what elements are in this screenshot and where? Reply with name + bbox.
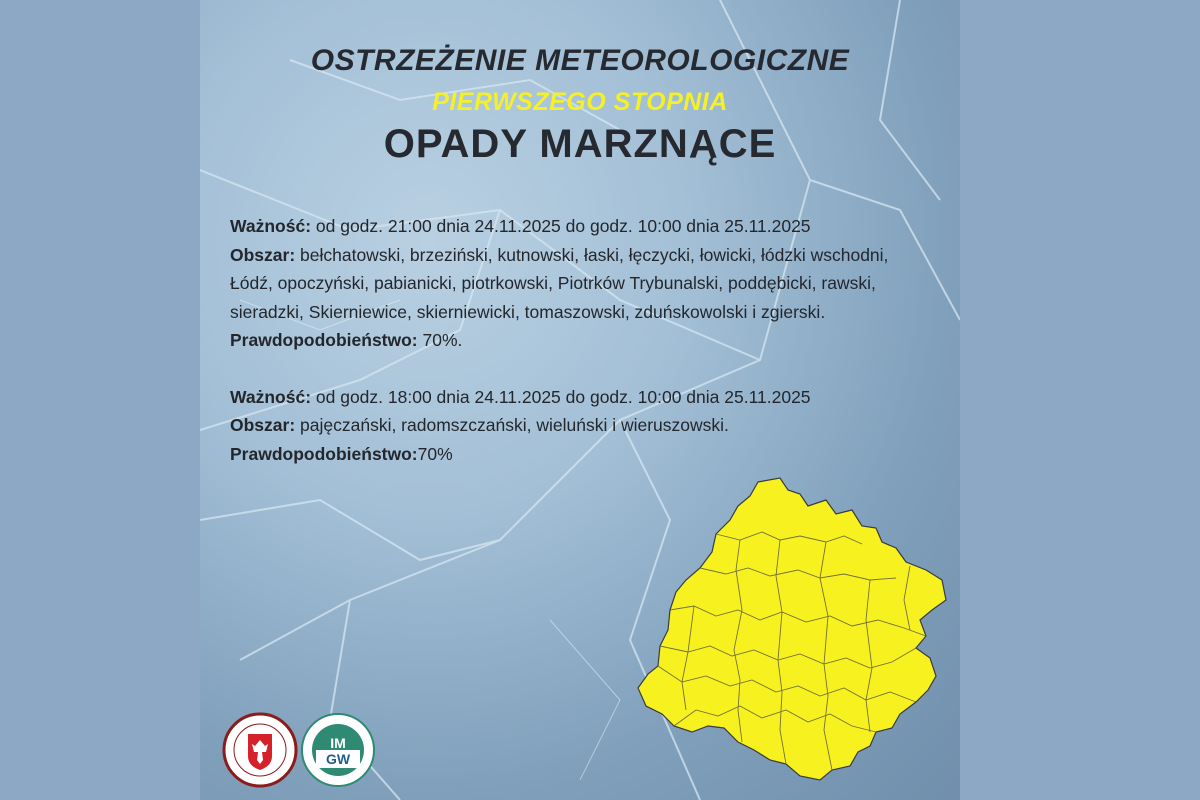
warning-title: OSTRZEŻENIE METEOROLOGICZNE bbox=[310, 44, 850, 77]
warning-block-1 bbox=[230, 212, 930, 355]
imgw-logo-text-top: IM bbox=[330, 735, 346, 751]
area-value: pajęczański, radomszczański, wieluński i wieruszowski. bbox=[295, 415, 729, 435]
validity-line bbox=[230, 383, 930, 412]
validity-label: Ważność: bbox=[230, 386, 312, 407]
probability-line bbox=[230, 440, 930, 469]
area-value: bełchatowski, brzeziński, kutnowski, łaski, łęczycki, łowicki, łódzki wschodni, Łódź, opoczyński, pabianicki, piotrkowski, Piotrków Trybunalski, poddębicki, rawski, sieradzki, Skierniewice, skierniewicki, tomaszowski, zduńskowolski i zgierski. bbox=[230, 244, 889, 322]
imgw-logo-text-bottom: GW bbox=[325, 751, 351, 767]
probability-value: 70%. bbox=[417, 330, 463, 350]
warning-area-shape bbox=[638, 478, 946, 780]
area-line bbox=[230, 411, 930, 440]
warning-degree: PIERWSZEGO STOPNIA bbox=[432, 88, 728, 116]
imgw-logo-graphic bbox=[300, 712, 376, 788]
warning-details bbox=[230, 212, 930, 468]
lodzkie-voivodeship-map bbox=[630, 470, 960, 790]
phenomenon-title: OPADY MARZNĄCE bbox=[383, 122, 777, 166]
area-line bbox=[230, 241, 930, 327]
validity-line bbox=[230, 212, 930, 241]
right-background-panel bbox=[960, 0, 1200, 800]
area-label: Obszar: bbox=[230, 244, 296, 265]
imgw-logo-icon bbox=[300, 712, 376, 788]
probability-line bbox=[230, 326, 930, 355]
probability-label: Prawdopodobieństwo: bbox=[230, 443, 418, 464]
warning-block-2 bbox=[230, 383, 930, 469]
area-label: Obszar: bbox=[230, 415, 296, 435]
left-background-panel bbox=[0, 0, 200, 800]
validity-value: od godz. 18:00 dnia 24.11.2025 do godz. 10:00 dnia 25.11.2025 bbox=[311, 386, 811, 407]
probability-label: Prawdopodobieństwo: bbox=[230, 330, 418, 350]
warning-card bbox=[200, 0, 960, 800]
probability-value: 70% bbox=[417, 443, 453, 464]
validity-value: od godz. 21:00 dnia 24.11.2025 do godz. 10:00 dnia 25.11.2025 bbox=[311, 216, 811, 236]
validity-label: Ważność: bbox=[230, 216, 312, 236]
emblem-of-poland-seal-icon bbox=[222, 712, 298, 788]
